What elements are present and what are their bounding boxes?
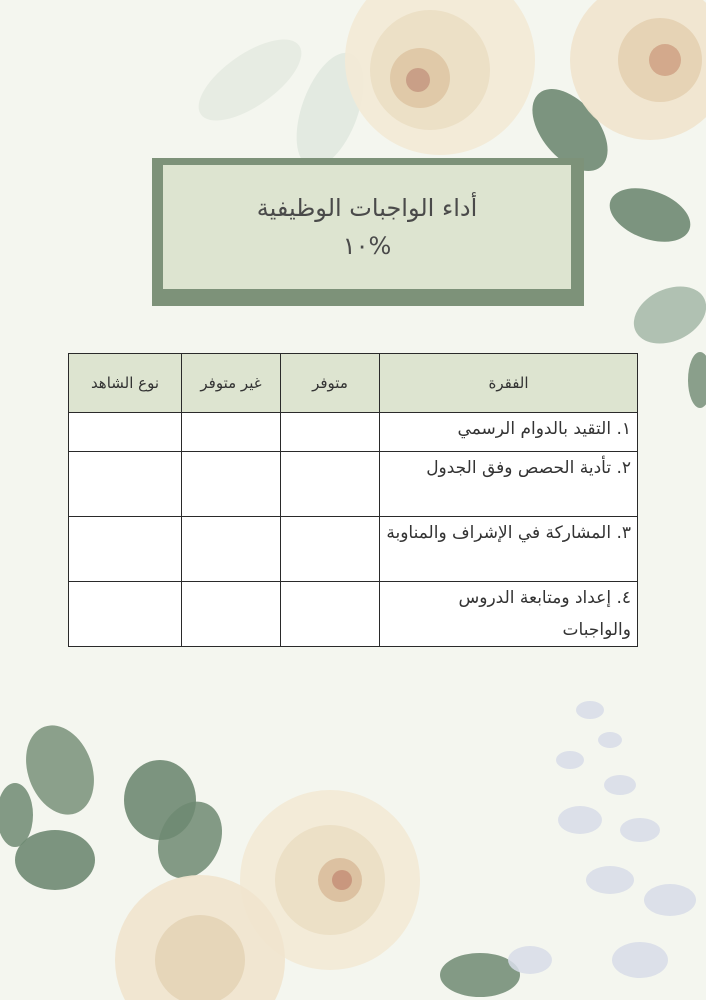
header-evidence: نوع الشاهد bbox=[69, 354, 182, 413]
unavailable-cell[interactable] bbox=[182, 413, 281, 452]
header-unavailable: غير متوفر bbox=[182, 354, 281, 413]
available-cell[interactable] bbox=[281, 452, 380, 517]
evidence-cell[interactable] bbox=[69, 413, 182, 452]
duties-table bbox=[68, 353, 638, 647]
header-available: متوفر bbox=[281, 354, 380, 413]
unavailable-cell[interactable] bbox=[182, 582, 281, 647]
evidence-cell[interactable] bbox=[69, 517, 182, 582]
row-item: ٤. إعداد ومتابعة الدروس والواجبات bbox=[380, 582, 638, 647]
page-title: أداء الواجبات الوظيفية bbox=[256, 194, 478, 222]
bottom-right-leaves bbox=[508, 701, 696, 978]
evidence-cell[interactable] bbox=[69, 582, 182, 647]
table-header-row bbox=[69, 354, 638, 413]
row-item: ١. التقيد بالدوام الرسمي bbox=[380, 413, 638, 452]
row-item: ٣. المشاركة في الإشراف والمناوبة bbox=[380, 517, 638, 582]
header-item: الفقرة bbox=[380, 354, 638, 413]
table-row bbox=[69, 582, 638, 647]
available-cell[interactable] bbox=[281, 582, 380, 647]
unavailable-cell[interactable] bbox=[182, 452, 281, 517]
table-row bbox=[69, 452, 638, 517]
title-card bbox=[163, 165, 571, 289]
evidence-cell[interactable] bbox=[69, 452, 182, 517]
available-cell[interactable] bbox=[281, 517, 380, 582]
row-item: ٢. تأدية الحصص وفق الجدول bbox=[380, 452, 638, 517]
table-row bbox=[69, 413, 638, 452]
table-row bbox=[69, 517, 638, 582]
weight-percent: %١٠ bbox=[342, 232, 392, 260]
available-cell[interactable] bbox=[281, 413, 380, 452]
unavailable-cell[interactable] bbox=[182, 517, 281, 582]
bottom-left-flowers bbox=[0, 716, 520, 1000]
